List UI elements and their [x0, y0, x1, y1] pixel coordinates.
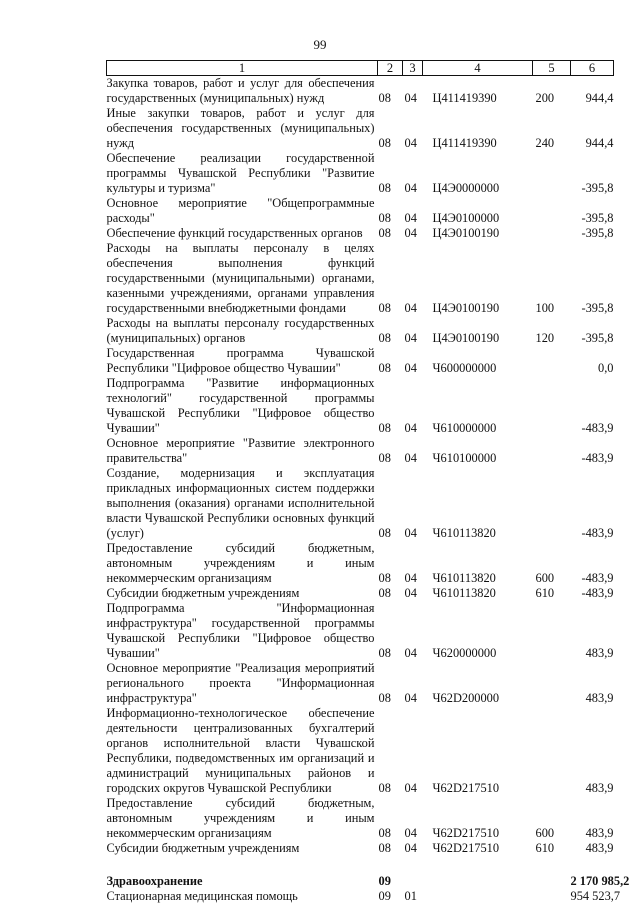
table-row	[107, 196, 614, 226]
row-section-code: 08	[378, 91, 391, 105]
header-row	[107, 61, 614, 76]
row-name: Государственная программа Чувашской Республики "Цифровое общество Чувашии"	[106, 346, 375, 375]
row-section-code: 08	[378, 646, 391, 660]
row-section-code: 08	[378, 781, 391, 795]
row-amount: 483,9	[585, 646, 614, 660]
row-target-code: Ч610000000	[432, 421, 497, 435]
row-expense-type	[533, 706, 571, 796]
row-amount: 483,9	[585, 781, 614, 795]
row-name: Здравоохранение	[106, 874, 203, 888]
row-amount: -483,9	[581, 586, 614, 600]
row-expense-type: 200	[535, 91, 555, 105]
row-expense-type	[533, 196, 571, 226]
row-amount: -395,8	[581, 301, 614, 315]
header-cell-target-code: 4	[423, 61, 533, 76]
row-subsection-code	[403, 874, 423, 889]
row-section-code: 08	[378, 361, 391, 375]
table-row	[107, 796, 614, 841]
table-row	[107, 241, 614, 316]
row-expense-type: 100	[535, 301, 555, 315]
row-subsection-code: 04	[404, 301, 417, 315]
row-target-code	[423, 874, 533, 889]
row-expense-type	[533, 889, 571, 904]
row-section-code: 08	[378, 136, 391, 150]
row-subsection-code: 01	[404, 889, 417, 903]
row-expense-type	[533, 436, 571, 466]
row-name: Подпрограмма "Развитие информационных технологий" государственной программы Чувашской Республики "Цифровое общество Чувашии"	[106, 376, 375, 435]
row-section-code: 08	[378, 526, 391, 540]
row-amount: 483,9	[585, 691, 614, 705]
row-name: Стационарная медицинская помощь	[106, 889, 298, 903]
row-name: Основное мероприятие "Реализация мероприятий регионального проекта "Информационная инфраструктура"	[106, 661, 375, 705]
table-row	[107, 586, 614, 601]
row-section-code: 08	[378, 691, 391, 705]
row-expense-type	[533, 346, 571, 376]
row-amount: -395,8	[581, 226, 614, 240]
row-target-code: Ч610100000	[432, 451, 497, 465]
row-expense-type: 610	[535, 586, 555, 600]
row-subsection-code: 04	[404, 421, 417, 435]
row-expense-type: 600	[535, 826, 555, 840]
row-name: Информационно-технологическое обеспечение деятельности централизованных бухгалтерий органов исполнительной власти Чувашской Республики, подведомственных им организаций и администраций муниципальных районов и городских округов Чувашской Республики	[106, 706, 375, 795]
row-subsection-code: 04	[404, 211, 417, 225]
table-row	[107, 346, 614, 376]
row-expense-type: 600	[535, 571, 555, 585]
table-row	[107, 541, 614, 586]
table-row	[107, 151, 614, 196]
row-section-code: 08	[378, 211, 391, 225]
row-subsection-code: 04	[404, 136, 417, 150]
row-name: Предоставление субсидий бюджетным, автономным учреждениям и иным некоммерческим организациям	[106, 541, 375, 585]
row-expense-type: 610	[535, 841, 555, 855]
spacer-row	[107, 856, 614, 874]
row-target-code: Ч610113820	[432, 586, 496, 600]
row-name: Расходы на выплаты персоналу в целях обеспечения выполнения функций государственными (муниципальными) органами, казенными учреждениями, органами управления государственными внебюджетными фондами	[106, 241, 375, 315]
row-section-code: 08	[378, 301, 391, 315]
row-name: Подпрограмма "Информационная инфраструктура" государственной программы Чувашской Республики "Цифровое общество Чувашии"	[106, 601, 375, 660]
row-name: Создание, модернизация и эксплуатация прикладных информационных систем поддержки выполнения (оказания) органами исполнительной власти Чувашской Республики основных функций (услуг)	[106, 466, 375, 540]
row-expense-type	[533, 601, 571, 661]
row-expense-type	[533, 226, 571, 241]
row-name: Расходы на выплаты персоналу государственных (муниципальных) органов	[106, 316, 375, 345]
row-section-code: 08	[378, 826, 391, 840]
row-subsection-code: 04	[404, 91, 417, 105]
row-section-code: 08	[378, 421, 391, 435]
table-row	[107, 874, 614, 889]
row-name: Субсидии бюджетным учреждениям	[106, 841, 300, 855]
table-row	[107, 316, 614, 346]
row-amount: -395,8	[581, 331, 614, 345]
row-expense-type: 240	[535, 136, 555, 150]
row-amount: 0,0	[598, 361, 614, 375]
row-target-code: Ч600000000	[432, 361, 497, 375]
row-amount: 944,4	[585, 136, 614, 150]
row-target-code: Ц411419390	[432, 91, 497, 105]
row-amount: 483,9	[585, 841, 614, 855]
row-name: Обеспечение функций государственных органов	[106, 226, 363, 240]
row-section-code: 08	[378, 226, 391, 240]
table-row	[107, 841, 614, 856]
row-amount: -483,9	[581, 421, 614, 435]
row-section-code: 09	[378, 874, 391, 888]
table-body	[106, 76, 630, 905]
row-subsection-code: 04	[404, 331, 417, 345]
page-number: 99	[313, 37, 327, 52]
row-target-code: Ч62D200000	[432, 691, 500, 705]
row-name: Иные закупки товаров, работ и услуг для обеспечения государственных (муниципальных) нужд	[106, 106, 375, 150]
table-row	[107, 889, 614, 904]
header-cell-amount: 6	[571, 61, 614, 76]
row-subsection-code: 04	[404, 226, 417, 240]
row-target-code: Ц4Э0100190	[432, 301, 500, 315]
row-expense-type	[533, 151, 571, 196]
table-row	[107, 76, 614, 107]
spacer-cell	[107, 856, 614, 874]
row-target-code: Ч62D217510	[432, 826, 500, 840]
row-amount: 944,4	[585, 91, 614, 105]
table-row	[107, 706, 614, 796]
row-amount: -395,8	[581, 211, 614, 225]
row-subsection-code: 04	[404, 646, 417, 660]
row-target-code: Ч620000000	[432, 646, 497, 660]
row-section-code: 09	[378, 889, 391, 903]
row-amount: -483,9	[581, 526, 614, 540]
row-amount: 2 170 985,2	[570, 874, 630, 888]
row-name: Субсидии бюджетным учреждениям	[106, 586, 300, 600]
row-expense-type	[533, 874, 571, 889]
row-subsection-code: 04	[404, 826, 417, 840]
row-target-code: Ч62D217510	[432, 841, 500, 855]
row-subsection-code: 04	[404, 691, 417, 705]
row-amount: -395,8	[581, 181, 614, 195]
row-name: Закупка товаров, работ и услуг для обеспечения государственных (муниципальных) нужд	[106, 76, 375, 105]
header-cell-expense-type: 5	[533, 61, 571, 76]
row-amount: 954 523,7	[570, 889, 621, 903]
row-target-code: Ч62D217510	[432, 781, 500, 795]
row-subsection-code: 04	[404, 571, 417, 585]
row-expense-type	[533, 376, 571, 436]
row-subsection-code: 04	[404, 841, 417, 855]
row-name: Предоставление субсидий бюджетным, автономным учреждениям и иным некоммерческим организациям	[106, 796, 375, 840]
row-target-code: Ц411419390	[432, 136, 497, 150]
row-section-code: 08	[378, 586, 391, 600]
header-cell-subsection: 3	[403, 61, 423, 76]
row-subsection-code: 04	[404, 181, 417, 195]
row-target-code: Ц4Э0000000	[432, 181, 500, 195]
table-row	[107, 466, 614, 541]
row-target-code	[423, 889, 533, 904]
row-name: Основное мероприятие "Общепрограммные расходы"	[106, 196, 375, 225]
table-row	[107, 601, 614, 661]
row-amount: -483,9	[581, 571, 614, 585]
table-row	[107, 661, 614, 706]
row-section-code: 08	[378, 841, 391, 855]
header-cell-name: 1	[107, 61, 378, 76]
row-section-code: 08	[378, 451, 391, 465]
row-target-code: Ч610113820	[432, 571, 496, 585]
row-expense-type: 120	[535, 331, 555, 345]
table-row	[107, 436, 614, 466]
row-name: Основное мероприятие "Развитие электронного правительства"	[106, 436, 375, 465]
row-expense-type	[533, 466, 571, 541]
table-row	[107, 376, 614, 436]
header-cell-section: 2	[378, 61, 403, 76]
budget-table	[106, 60, 630, 904]
row-target-code: Ц4Э0100000	[432, 211, 500, 225]
row-subsection-code: 04	[404, 361, 417, 375]
row-subsection-code: 04	[404, 526, 417, 540]
row-expense-type	[533, 661, 571, 706]
row-target-code: Ч610113820	[432, 526, 496, 540]
row-section-code: 08	[378, 181, 391, 195]
row-target-code: Ц4Э0100190	[432, 331, 500, 345]
row-subsection-code: 04	[404, 586, 417, 600]
row-section-code: 08	[378, 331, 391, 345]
row-amount: -483,9	[581, 451, 614, 465]
row-subsection-code: 04	[404, 781, 417, 795]
table-row	[107, 106, 614, 151]
row-target-code: Ц4Э0100190	[432, 226, 500, 240]
row-subsection-code: 04	[404, 451, 417, 465]
table-row	[107, 226, 614, 241]
table-header	[107, 61, 614, 76]
row-amount: 483,9	[585, 826, 614, 840]
row-name: Обеспечение реализации государственной программы Чувашской Республики "Развитие культуры и туризма"	[106, 151, 375, 195]
row-section-code: 08	[378, 571, 391, 585]
